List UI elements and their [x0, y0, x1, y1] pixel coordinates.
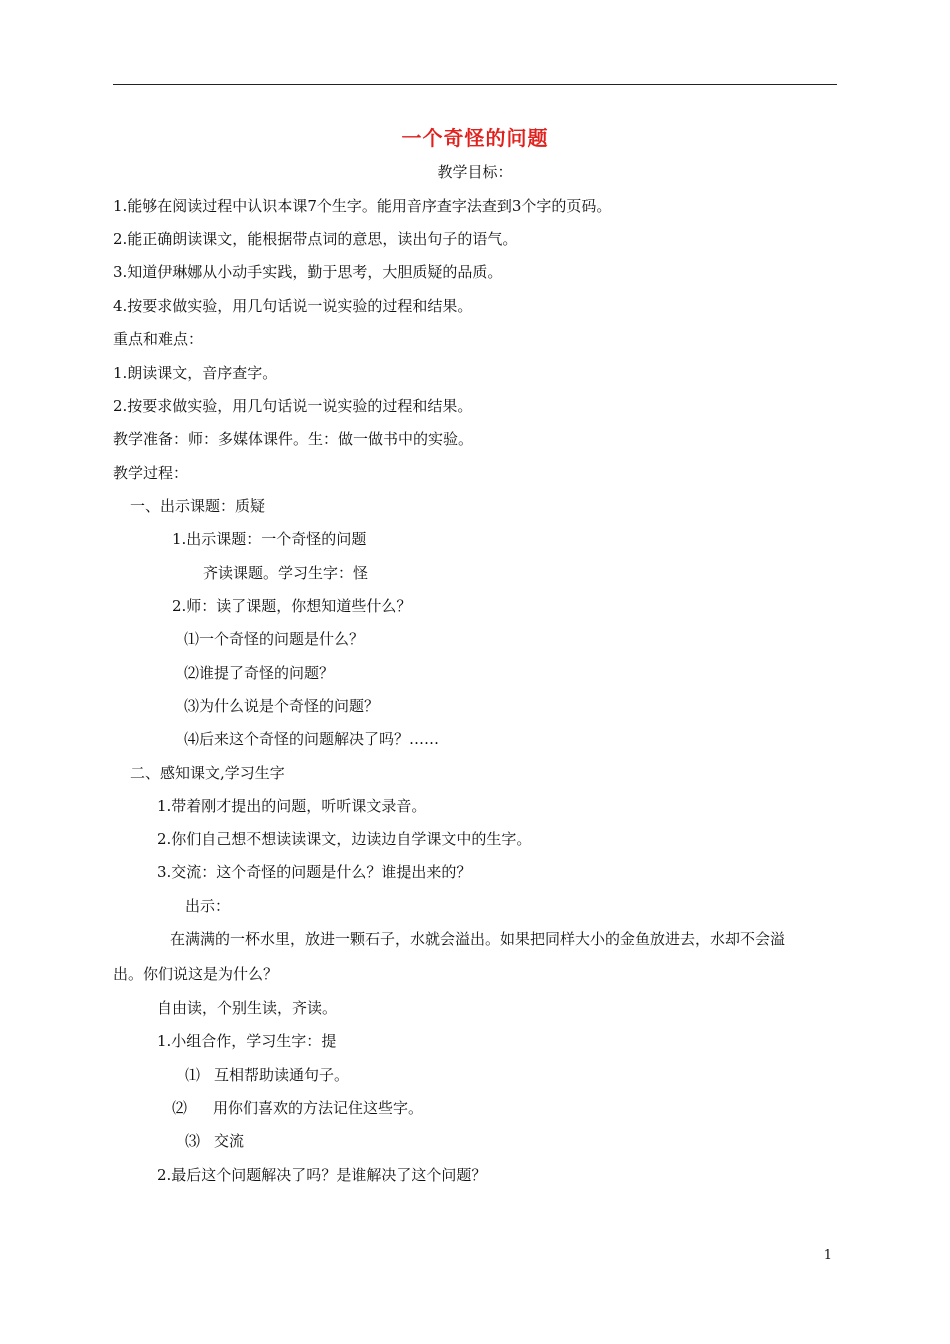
section1-item2: 2.师：读了课题，你想知道些什么？ — [172, 597, 412, 615]
quote-line-1: 在满满的一杯水里，放进一颗石子，水就会溢出。如果把同样大小的金鱼放进去，水却不会溢 — [170, 930, 786, 948]
group-step-3-text: 交流 — [214, 1132, 245, 1150]
final-item: 2.最后这个问题解决了吗？是谁解决了这个问题？ — [157, 1166, 487, 1184]
group-step-1 — [185, 1065, 349, 1085]
group-step-2-text: 用你们喜欢的方法记住这些字。 — [213, 1099, 424, 1117]
group-step-3-num: ⑶ — [185, 1132, 201, 1150]
group-step-1-num: ⑴ — [185, 1066, 201, 1084]
question-1: ⑴一个奇怪的问题是什么？ — [184, 630, 365, 648]
page-number: 1 — [823, 1248, 832, 1263]
key-point-1: 1.朗读课文，音序查字。 — [113, 364, 278, 382]
objective-4: 4.按要求做实验，用几句话说一说实验的过程和结果。 — [113, 297, 473, 315]
group-step-2 — [172, 1098, 423, 1118]
objective-1: 1.能够在阅读过程中认识本课7个生字。能用音序查字法查到3个字的页码。 — [113, 197, 612, 215]
section2-item3: 3.交流：这个奇怪的问题是什么？谁提出来的？ — [157, 863, 472, 881]
section2-item2: 2.你们自己想不想读读课文，边读边自学课文中的生字。 — [157, 830, 532, 848]
key-points-heading: 重点和难点： — [113, 330, 204, 348]
section2-heading: 二、感知课文,学习生字 — [130, 764, 285, 782]
group-step-2-num: ⑵ — [172, 1099, 188, 1117]
question-2: ⑵谁提了奇怪的问题？ — [184, 664, 335, 682]
show-label: 出示： — [185, 897, 231, 915]
question-4: ⑷后来这个奇怪的问题解决了吗？…… — [184, 730, 440, 748]
section1-item1: 1.出示课题：一个奇怪的问题 — [172, 530, 367, 548]
quote-line-2: 出。你们说这是为什么？ — [113, 965, 279, 983]
process-heading: 教学过程： — [113, 464, 189, 482]
objectives-heading: 教学目标： — [437, 163, 513, 181]
teaching-preparation: 教学准备：师：多媒体课件。生：做一做书中的实验。 — [113, 430, 474, 448]
question-3: ⑶为什么说是个奇怪的问题？ — [184, 697, 380, 715]
group-step-1-text: 互相帮助读通句子。 — [214, 1066, 350, 1084]
section2-item1: 1.带着刚才提出的问题，听听课文录音。 — [157, 797, 427, 815]
section1-heading: 一、出示课题：质疑 — [130, 497, 266, 515]
group-step-3 — [185, 1131, 244, 1151]
header-rule — [113, 84, 837, 85]
document-title: 一个奇怪的问题 — [401, 126, 549, 150]
key-point-2: 2.按要求做实验，用几句话说一说实验的过程和结果。 — [113, 397, 473, 415]
group-item: 1.小组合作，学习生字：提 — [157, 1032, 337, 1050]
section1-item1-sub: 齐读课题。学习生字：怪 — [203, 564, 369, 582]
reading-instruction: 自由读，个别生读，齐读。 — [157, 999, 338, 1017]
objective-2: 2.能正确朗读课文，能根据带点词的意思，读出句子的语气。 — [113, 230, 518, 248]
objective-3: 3.知道伊琳娜从小动手实践，勤于思考，大胆质疑的品质。 — [113, 263, 503, 281]
